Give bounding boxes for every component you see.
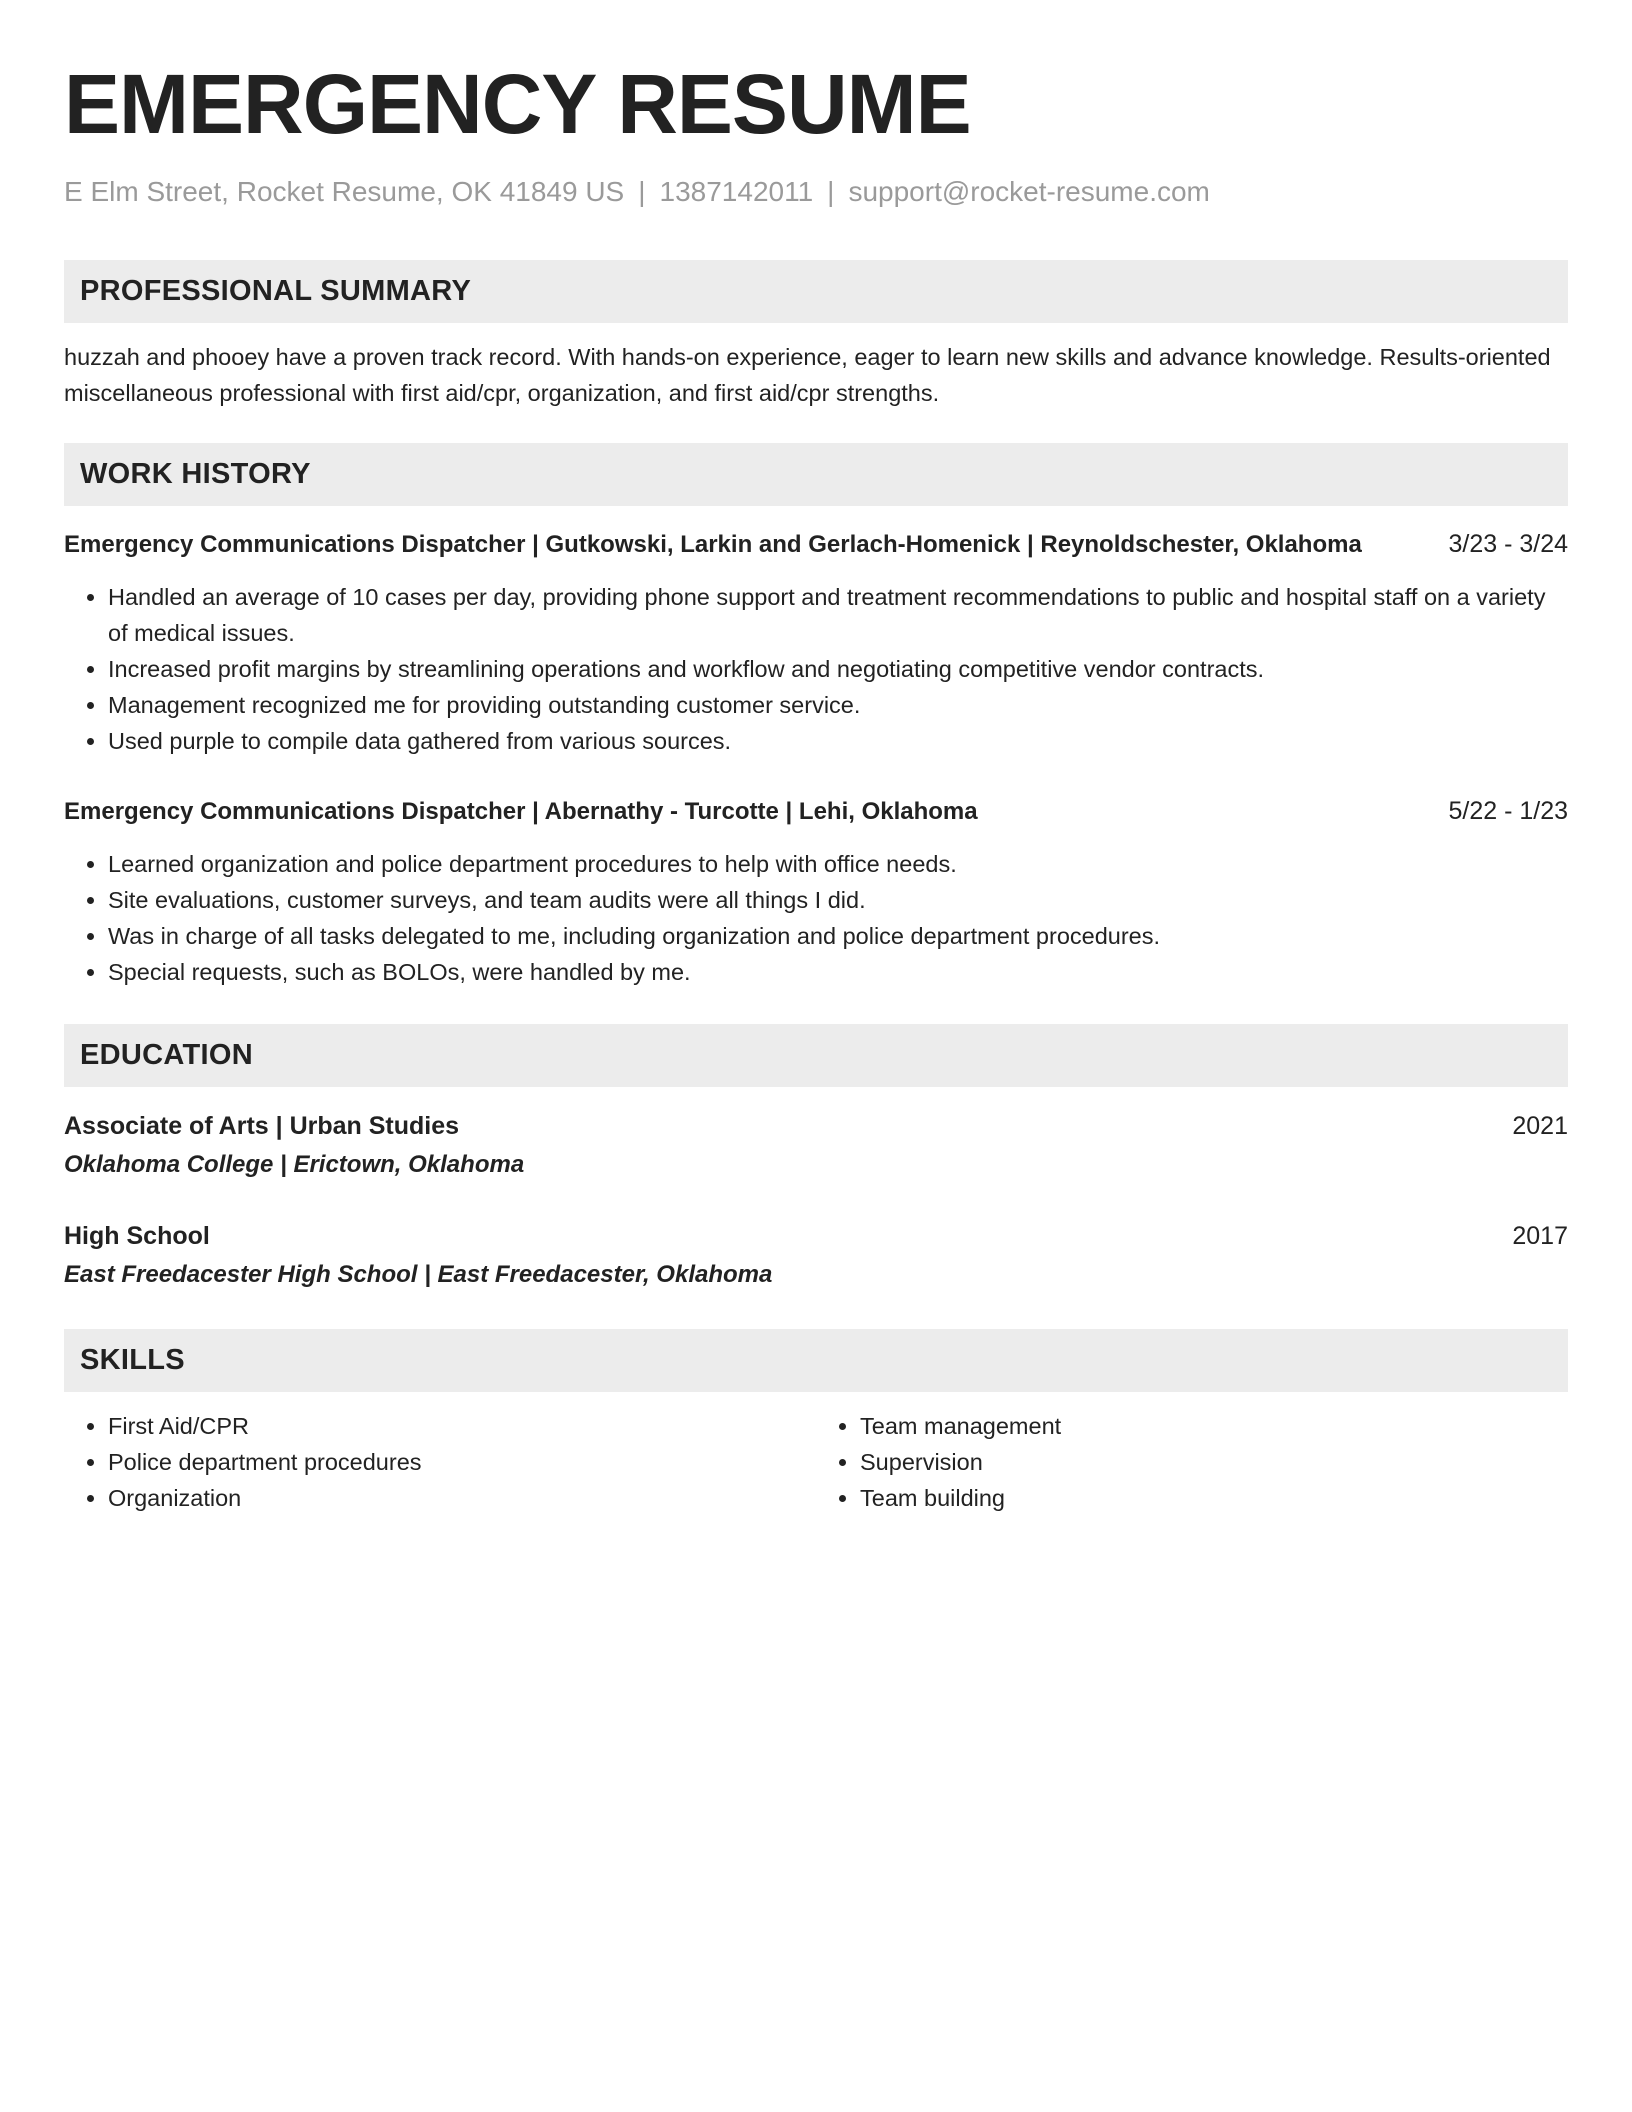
contact-separator: | xyxy=(827,176,835,207)
section-header-skills: SKILLS xyxy=(64,1329,1568,1392)
skills-grid xyxy=(64,1408,1568,1516)
section-header-education: EDUCATION xyxy=(64,1024,1568,1087)
skill-item: • Police department procedures xyxy=(108,1444,816,1480)
job-bullet: • Used purple to compile data gathered from various sources. xyxy=(108,723,1568,759)
education-degree: Associate of Arts | Urban Studies xyxy=(64,1112,460,1140)
section-header-work-history: WORK HISTORY xyxy=(64,443,1568,506)
education-school: East Freedacester High School | East Freedacester, Oklahoma xyxy=(64,1261,773,1288)
contact-separator: | xyxy=(638,176,646,207)
job-bullet-list xyxy=(64,846,1568,990)
job-heading-row xyxy=(64,526,1568,563)
job-bullet: • Increased profit margins by streamlining operations and workflow and negotiating competitive vendor contracts. xyxy=(108,651,1568,687)
job-title: Emergency Communications Dispatcher | Gutkowski, Larkin and Gerlach-Homenick | Reynoldschester, Oklahoma xyxy=(64,531,1362,558)
education-heading-row xyxy=(64,1217,1568,1255)
job-entry xyxy=(64,793,1568,990)
job-dates: 5/22 - 1/23 xyxy=(1448,797,1568,825)
contact-address: E Elm Street, Rocket Resume, OK 41849 US xyxy=(64,176,625,207)
skill-item: • Supervision xyxy=(860,1444,1568,1480)
job-bullet: • Site evaluations, customer surveys, and team audits were all things I did. xyxy=(108,882,1568,918)
job-bullet-list xyxy=(64,579,1568,759)
contact-email: support@rocket-resume.com xyxy=(848,176,1210,207)
job-heading-row xyxy=(64,793,1568,830)
skill-item: • Organization xyxy=(108,1480,816,1516)
education-school: Oklahoma College | Erictown, Oklahoma xyxy=(64,1151,525,1178)
job-entry xyxy=(64,526,1568,759)
summary-text: huzzah and phooey have a proven track record. With hands-on experience, eager to learn new skills and advance knowledge. Results-oriented miscellaneous professional with first aid/cpr, organization, and first aid/cpr strengths. xyxy=(64,344,1551,406)
job-bullet: • Management recognized me for providing outstanding customer service. xyxy=(108,687,1568,723)
education-degree: High School xyxy=(64,1222,210,1250)
education-year: 2017 xyxy=(1512,1222,1568,1250)
skill-item: • Team management xyxy=(860,1408,1568,1444)
job-bullet: • Handled an average of 10 cases per day, providing phone support and treatment recommendations to public and hospital staff on a variety of medical issues. xyxy=(108,579,1568,651)
skills-column-right xyxy=(816,1408,1568,1516)
education-year: 2021 xyxy=(1512,1112,1568,1140)
skills-column-left xyxy=(64,1408,816,1516)
contact-phone: 1387142011 xyxy=(659,176,814,207)
job-dates: 3/23 - 3/24 xyxy=(1448,530,1568,558)
skill-item: • Team building xyxy=(860,1480,1568,1516)
education-entry xyxy=(64,1107,1568,1185)
skills-list xyxy=(816,1408,1568,1516)
education-entry xyxy=(64,1217,1568,1295)
education-heading-row xyxy=(64,1107,1568,1145)
section-header-summary: PROFESSIONAL SUMMARY xyxy=(64,260,1568,323)
skills-list xyxy=(64,1408,816,1516)
resume-name: EMERGENCY RESUME xyxy=(64,57,971,151)
job-title: Emergency Communications Dispatcher | Abernathy - Turcotte | Lehi, Oklahoma xyxy=(64,798,978,825)
job-bullet: • Was in charge of all tasks delegated to me, including organization and police department procedures. xyxy=(108,918,1568,954)
contact-line xyxy=(64,174,1568,210)
job-bullet: • Learned organization and police department procedures to help with office needs. xyxy=(108,846,1568,882)
job-bullet: • Special requests, such as BOLOs, were handled by me. xyxy=(108,954,1568,990)
skill-item: • First Aid/CPR xyxy=(108,1408,816,1444)
